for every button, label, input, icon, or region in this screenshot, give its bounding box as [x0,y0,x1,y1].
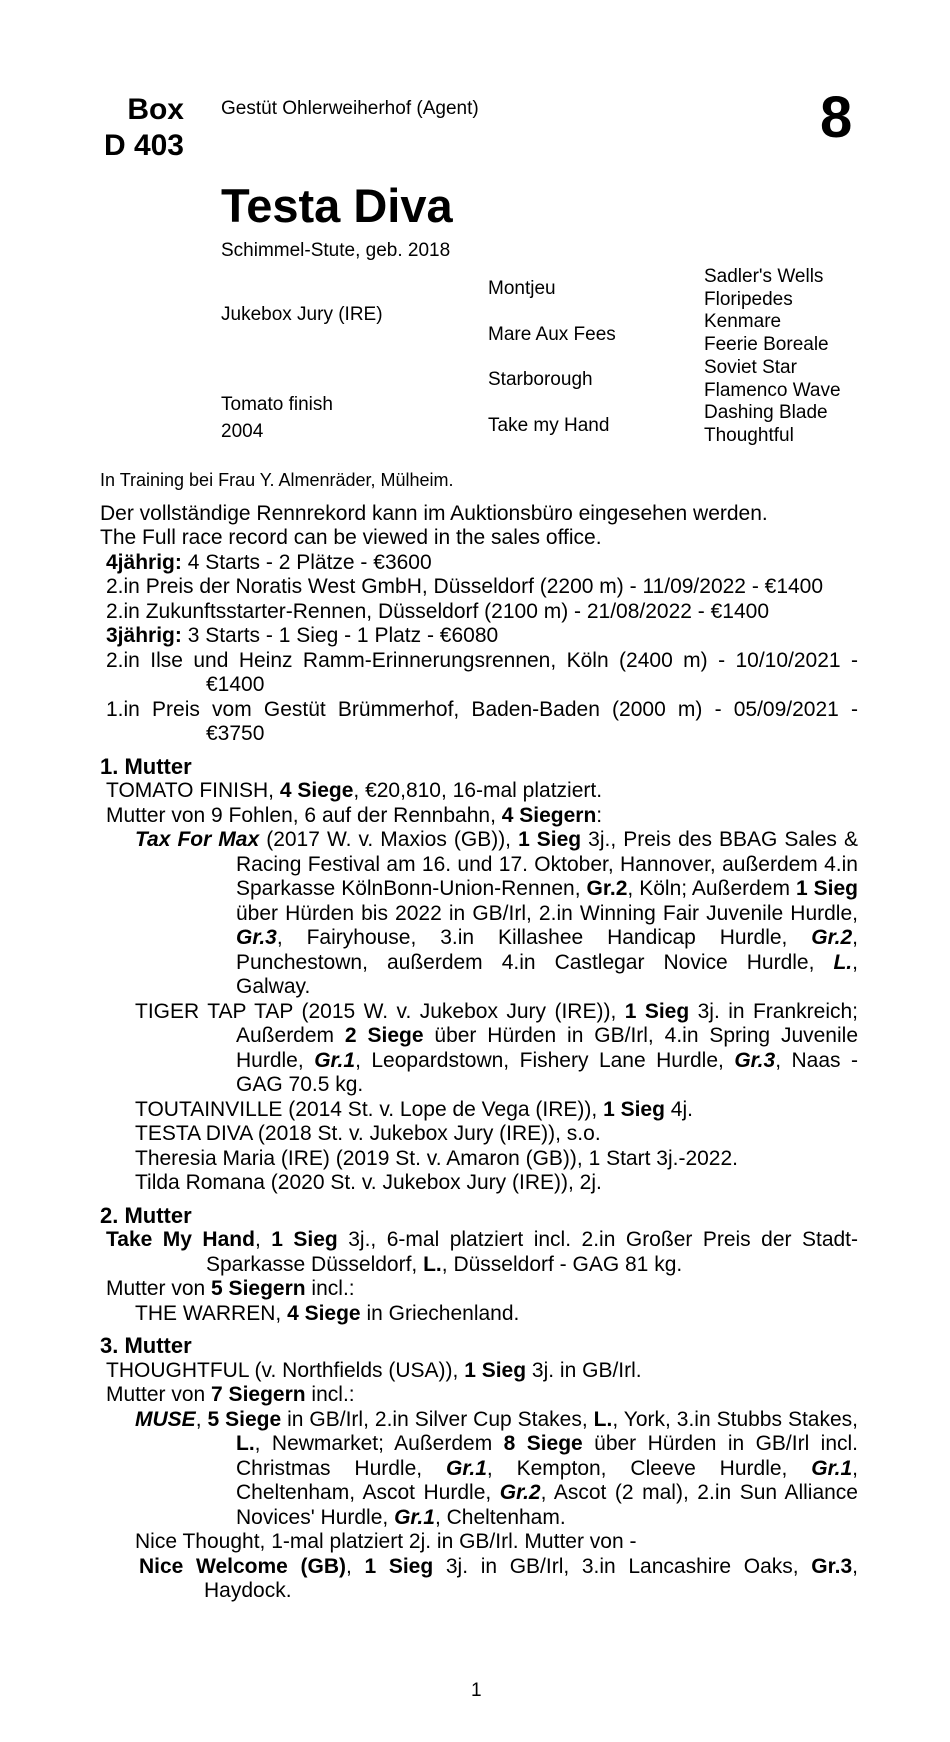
dam2-summary: Take My Hand, 1 Sieg 3j., 6-mal platziert incl. 2.in Großer Preis der Stadt-Sparkasse Düsseldorf, L., Düsseldorf - GAG 81 kg. [106,1228,859,1276]
pedigree-gen3-5: Soviet Star [704,357,797,378]
age3-summary [100,624,858,649]
offspring-entry: TOUTAINVILLE (2014 St. v. Lope de Vega (IRE)), 1 Sieg 4j. [135,1097,693,1121]
dam1-produce: Mutter von 9 Fohlen, 6 auf der Rennbahn, 4 Siegern: [106,803,603,827]
race-entry: 1.in Preis vom Gestüt Brümmerhof, Baden-Baden (2000 m) - 05/09/2021 - €3750 [106,697,858,745]
dam1-summary: TOMATO FINISH, 4 Siege, €20,810, 16-mal platziert. [106,779,603,802]
lot-number: 8 [820,85,853,150]
pedigree-sire-sire: Montjeu [488,278,556,299]
pedigree-sire: Jukebox Jury (IRE) [221,304,383,325]
pedigree-gen3-3: Kenmare [704,311,782,332]
race-entry: 2.in Zukunftsstarter-Rennen, Düsseldorf (2100 m) - 21/08/2022 - €1400 [106,599,770,623]
pedigree-gen3-6: Flamenco Wave [704,380,841,401]
page-number: 1 [471,1680,482,1701]
grand-offspring-entry: Nice Welcome (GB), 1 Sieg 3j. in GB/Irl, 3.in Lancashire Oaks, Gr.3, Haydock. [139,1554,859,1602]
age3-stats: 3 Starts - 1 Sieg - 1 Platz - €6080 [181,624,499,647]
pedigree-gen3-1: Sadler's Wells [704,266,824,287]
horse-name: Testa Diva [221,179,453,232]
pedigree-dam: Tomato finish [221,394,333,415]
age4-summary [100,551,858,576]
record-note-de: Der vollständige Rennrekord kann im Auktionsbüro eingesehen werden. [100,501,768,525]
pedigree-dam-year: 2004 [221,421,264,442]
catalogue-body [100,468,858,1604]
offspring-entry: MUSE, 5 Siege in GB/Irl, 2.in Silver Cup Stakes, L., York, 3.in Stubbs Stakes, L., Newmarket; Außerdem 8 Siege über Hürden in GB/Irl incl. Christmas Hurdle, Gr.1, Kempton, Cleeve Hurdle, Gr.1, Cheltenham, Ascot Hurdle, Gr.2, Ascot (2 mal), 2.in Sun Alliance Novices' Hurdle, Gr.1, Cheltenham. [135,1407,859,1529]
age4-stats: 4 Starts - 2 Plätze - €3600 [181,550,432,574]
age4-label: 4jährig: [106,550,182,574]
offspring-entry: Theresia Maria (IRE) (2019 St. v. Amaron (GB)), 1 Start 3j.-2022. [135,1146,738,1170]
dam1-heading: 1. Mutter [100,753,192,779]
age3-label: 3jährig: [106,624,182,647]
pedigree-dam-dam: Take my Hand [488,415,610,436]
dam3-summary: THOUGHTFUL (v. Northfields (USA)), 1 Sieg 3j. in GB/Irl. [106,1358,642,1382]
box-line-2: D 403 [103,129,184,162]
consignor-agent: Gestüt Ohlerweiherhof (Agent) [221,98,479,119]
pedigree-gen3-2: Floripedes [704,289,793,310]
pedigree-gen3-7: Dashing Blade [704,402,828,423]
dam3-produce: Mutter von 7 Siegern incl.: [106,1383,355,1406]
dam2-produce: Mutter von 5 Siegern incl.: [106,1277,355,1300]
pedigree-gen3-4: Feerie Boreale [704,334,829,355]
pedigree-sire-dam: Mare Aux Fees [488,324,616,345]
pedigree-gen3-8: Thoughtful [704,425,794,446]
box-label [100,92,184,164]
offspring-entry: Tax For Max (2017 W. v. Maxios (GB)), 1 Sieg 3j., Preis des BBAG Sales & Racing Festival am 16. und 17. Oktober, Hannover, außerdem 4.in Sparkasse KölnBonn-Union-Rennen, Gr.2, Köln; Außerdem 1 Sieg über Hürden bis 2022 in GB/Irl, 2.in Winning Fair Juvenile Hurdle, Gr.3, Fairyhouse, 3.in Killashee Handicap Hurdle, Gr.2, Punchestown, außerdem 4.in Castlegar Novice Hurdle, L., Galway. [135,828,858,998]
pedigree-dam-sire: Starborough [488,369,593,390]
offspring-entry: THE WARREN, 4 Siege in Griechenland. [135,1301,520,1325]
offspring-entry: Nice Thought, 1-mal platziert 2j. in GB/Irl. Mutter von - [135,1530,637,1553]
dam3-heading: 3. Mutter [100,1333,192,1358]
dam2-heading: 2. Mutter [100,1202,192,1228]
race-entry: 2.in Ilse und Heinz Ramm-Erinnerungsrennen, Köln (2400 m) - 10/10/2021 - €1400 [106,648,858,696]
race-record [100,551,858,747]
horse-description: Schimmel-Stute, geb. 2018 [221,240,451,261]
training-note: In Training bei Frau Y. Almenräder, Mülheim. [100,470,454,490]
offspring-entry: TIGER TAP TAP (2015 W. v. Jukebox Jury (IRE)), 1 Sieg 3j. in Frankreich; Außerdem 2 Siege über Hürden in GB/Irl, 4.in Spring Juvenile Hurdle, Gr.1, Leopardstown, Fishery Lane Hurdle, Gr.3, Naas - GAG 70.5 kg. [135,999,859,1096]
box-line-1: Box [127,93,184,126]
race-entry: 2.in Preis der Noratis West GmbH, Düsseldorf (2200 m) - 11/09/2022 - €1400 [106,575,824,598]
offspring-entry: Tilda Romana (2020 St. v. Jukebox Jury (IRE)), 2j. [135,1171,602,1194]
record-note-en: The Full race record can be viewed in the sales office. [100,526,602,549]
offspring-entry: TESTA DIVA (2018 St. v. Jukebox Jury (IRE)), s.o. [135,1122,601,1145]
